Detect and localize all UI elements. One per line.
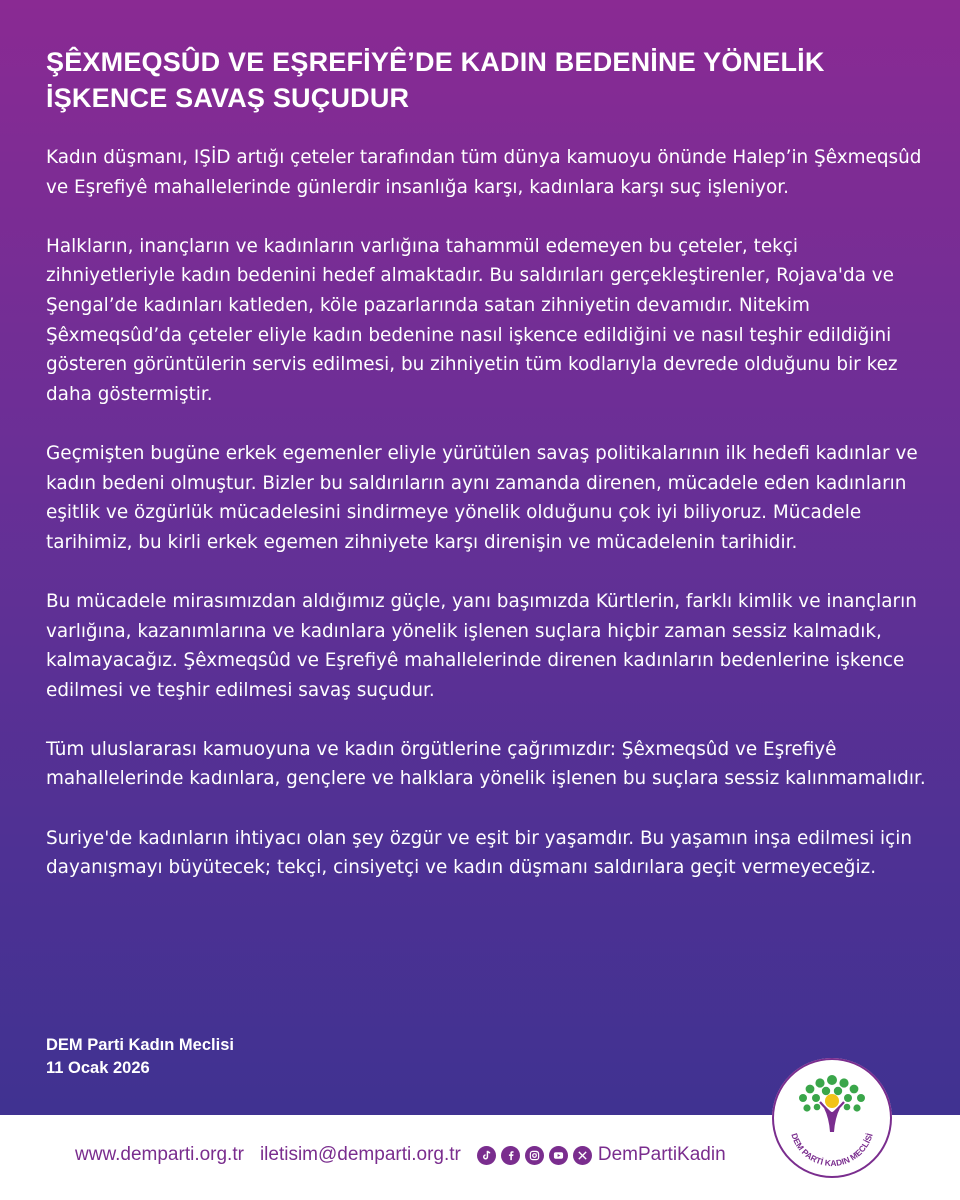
- facebook-icon[interactable]: [501, 1146, 520, 1165]
- email-link[interactable]: iletisim@demparti.org.tr: [259, 1144, 461, 1165]
- paragraph: Tüm uluslararası kamuoyuna ve kadın örgütlerine çağrımızdır: Şêxmeqsûd ve Eşrefiyê mahallelerinde kadınlara, gençlere ve halklara yönelik işlenen bu suçlara sessiz kalınmamalıdır.: [46, 738, 926, 790]
- social-handle[interactable]: DemPartiKadin: [597, 1144, 726, 1165]
- signature-block: [46, 1034, 234, 1080]
- tree-emblem-icon: [772, 1058, 892, 1178]
- footer-contacts: [75, 1140, 726, 1170]
- page-title: ŞÊXMEQSÛD VE EŞREFİYÊ’DE KADIN BEDENİNE YÖNELİK İŞKENCE SAVAŞ SUÇUDUR: [46, 47, 825, 113]
- statement-body: [46, 143, 926, 883]
- youtube-icon[interactable]: [549, 1146, 568, 1165]
- social-icons: [477, 1146, 592, 1165]
- paragraph: Suriye'de kadınların ihtiyacı olan şey özgür ve eşit bir yaşamdır. Bu yaşamın inşa edilmesi için dayanışmayı büyütecek; tekçi, cinsiyetçi ve kadın düşmanı saldırılara geçit vermeyeceğiz.: [46, 827, 913, 879]
- paragraph: Bu mücadele mirasımızdan aldığımız güçle, yanı başımızda Kürtlerin, farklı kimlik ve inançların varlığına, kazanımlarına ve kadınlara yönelik işlenen suçlara hiçbir zaman sessiz kalmadık, kalmayacağız. Şêxmeqsûd ve Eşrefiyê mahallelerinde direnen kadınların bedenlerine işkence edilmesi ve teşhir edilmesi savaş suçudur.: [46, 590, 917, 701]
- party-logo: [772, 1058, 892, 1178]
- instagram-icon[interactable]: [525, 1146, 544, 1165]
- paragraph: Halkların, inançların ve kadınların varlığına tahammül edemeyen bu çeteler, tekçi zihniyetleriyle kadın bedenini hedef almaktadır. Bu saldırıları gerçekleştirenler, Rojava'da ve Şengal’de kadınları katleden, köle pazarlarında satan zihniyetin devamıdır. Nitekim Şêxmeqsûd’da çeteler eliyle kadın bedenine nasıl işkence edildiğini ve nasıl teşhir edildiğini gösteren görüntülerin servis edilmesi, bu zihniyetin tüm kodlarıyla devrede olduğunu bir kez daha göstermiştir.: [46, 235, 898, 405]
- paragraph: Kadın düşmanı, IŞİD artığı çeteler tarafından tüm dünya kamuoyu önünde Halep’in Şêxmeqsûd ve Eşrefiyê mahallelerinde günlerdir insanlığa karşı, kadınlara karşı suç işleniyor.: [46, 147, 922, 198]
- svg-text:DEM PARTİ KADIN MECLİSİ: [789, 1132, 874, 1168]
- website-link[interactable]: www.demparti.org.tr: [75, 1144, 244, 1165]
- tiktok-icon[interactable]: [477, 1146, 496, 1165]
- signature-date: 11 Ocak 2026: [46, 1059, 150, 1077]
- signature-org: DEM Parti Kadın Meclisi: [46, 1036, 234, 1054]
- x-icon[interactable]: [573, 1146, 592, 1165]
- paragraph: Geçmişten bugüne erkek egemenler eliyle yürütülen savaş politikalarının ilk hedefi kadınlar ve kadın bedeni olmuştur. Bizler bu saldırıların aynı zamanda direnen, mücadele eden kadınların eşitlik ve özgürlük mücadelesini sindirmeye yönelik olduğunu çok iyi biliyoruz. Mücadele tarihimiz, bu kirli erkek egemen zihniyete karşı direnişin ve mücadelenin tarihidir.: [46, 442, 918, 553]
- logo-text: DEM PARTİ KADIN MECLİSİ: [789, 1131, 875, 1169]
